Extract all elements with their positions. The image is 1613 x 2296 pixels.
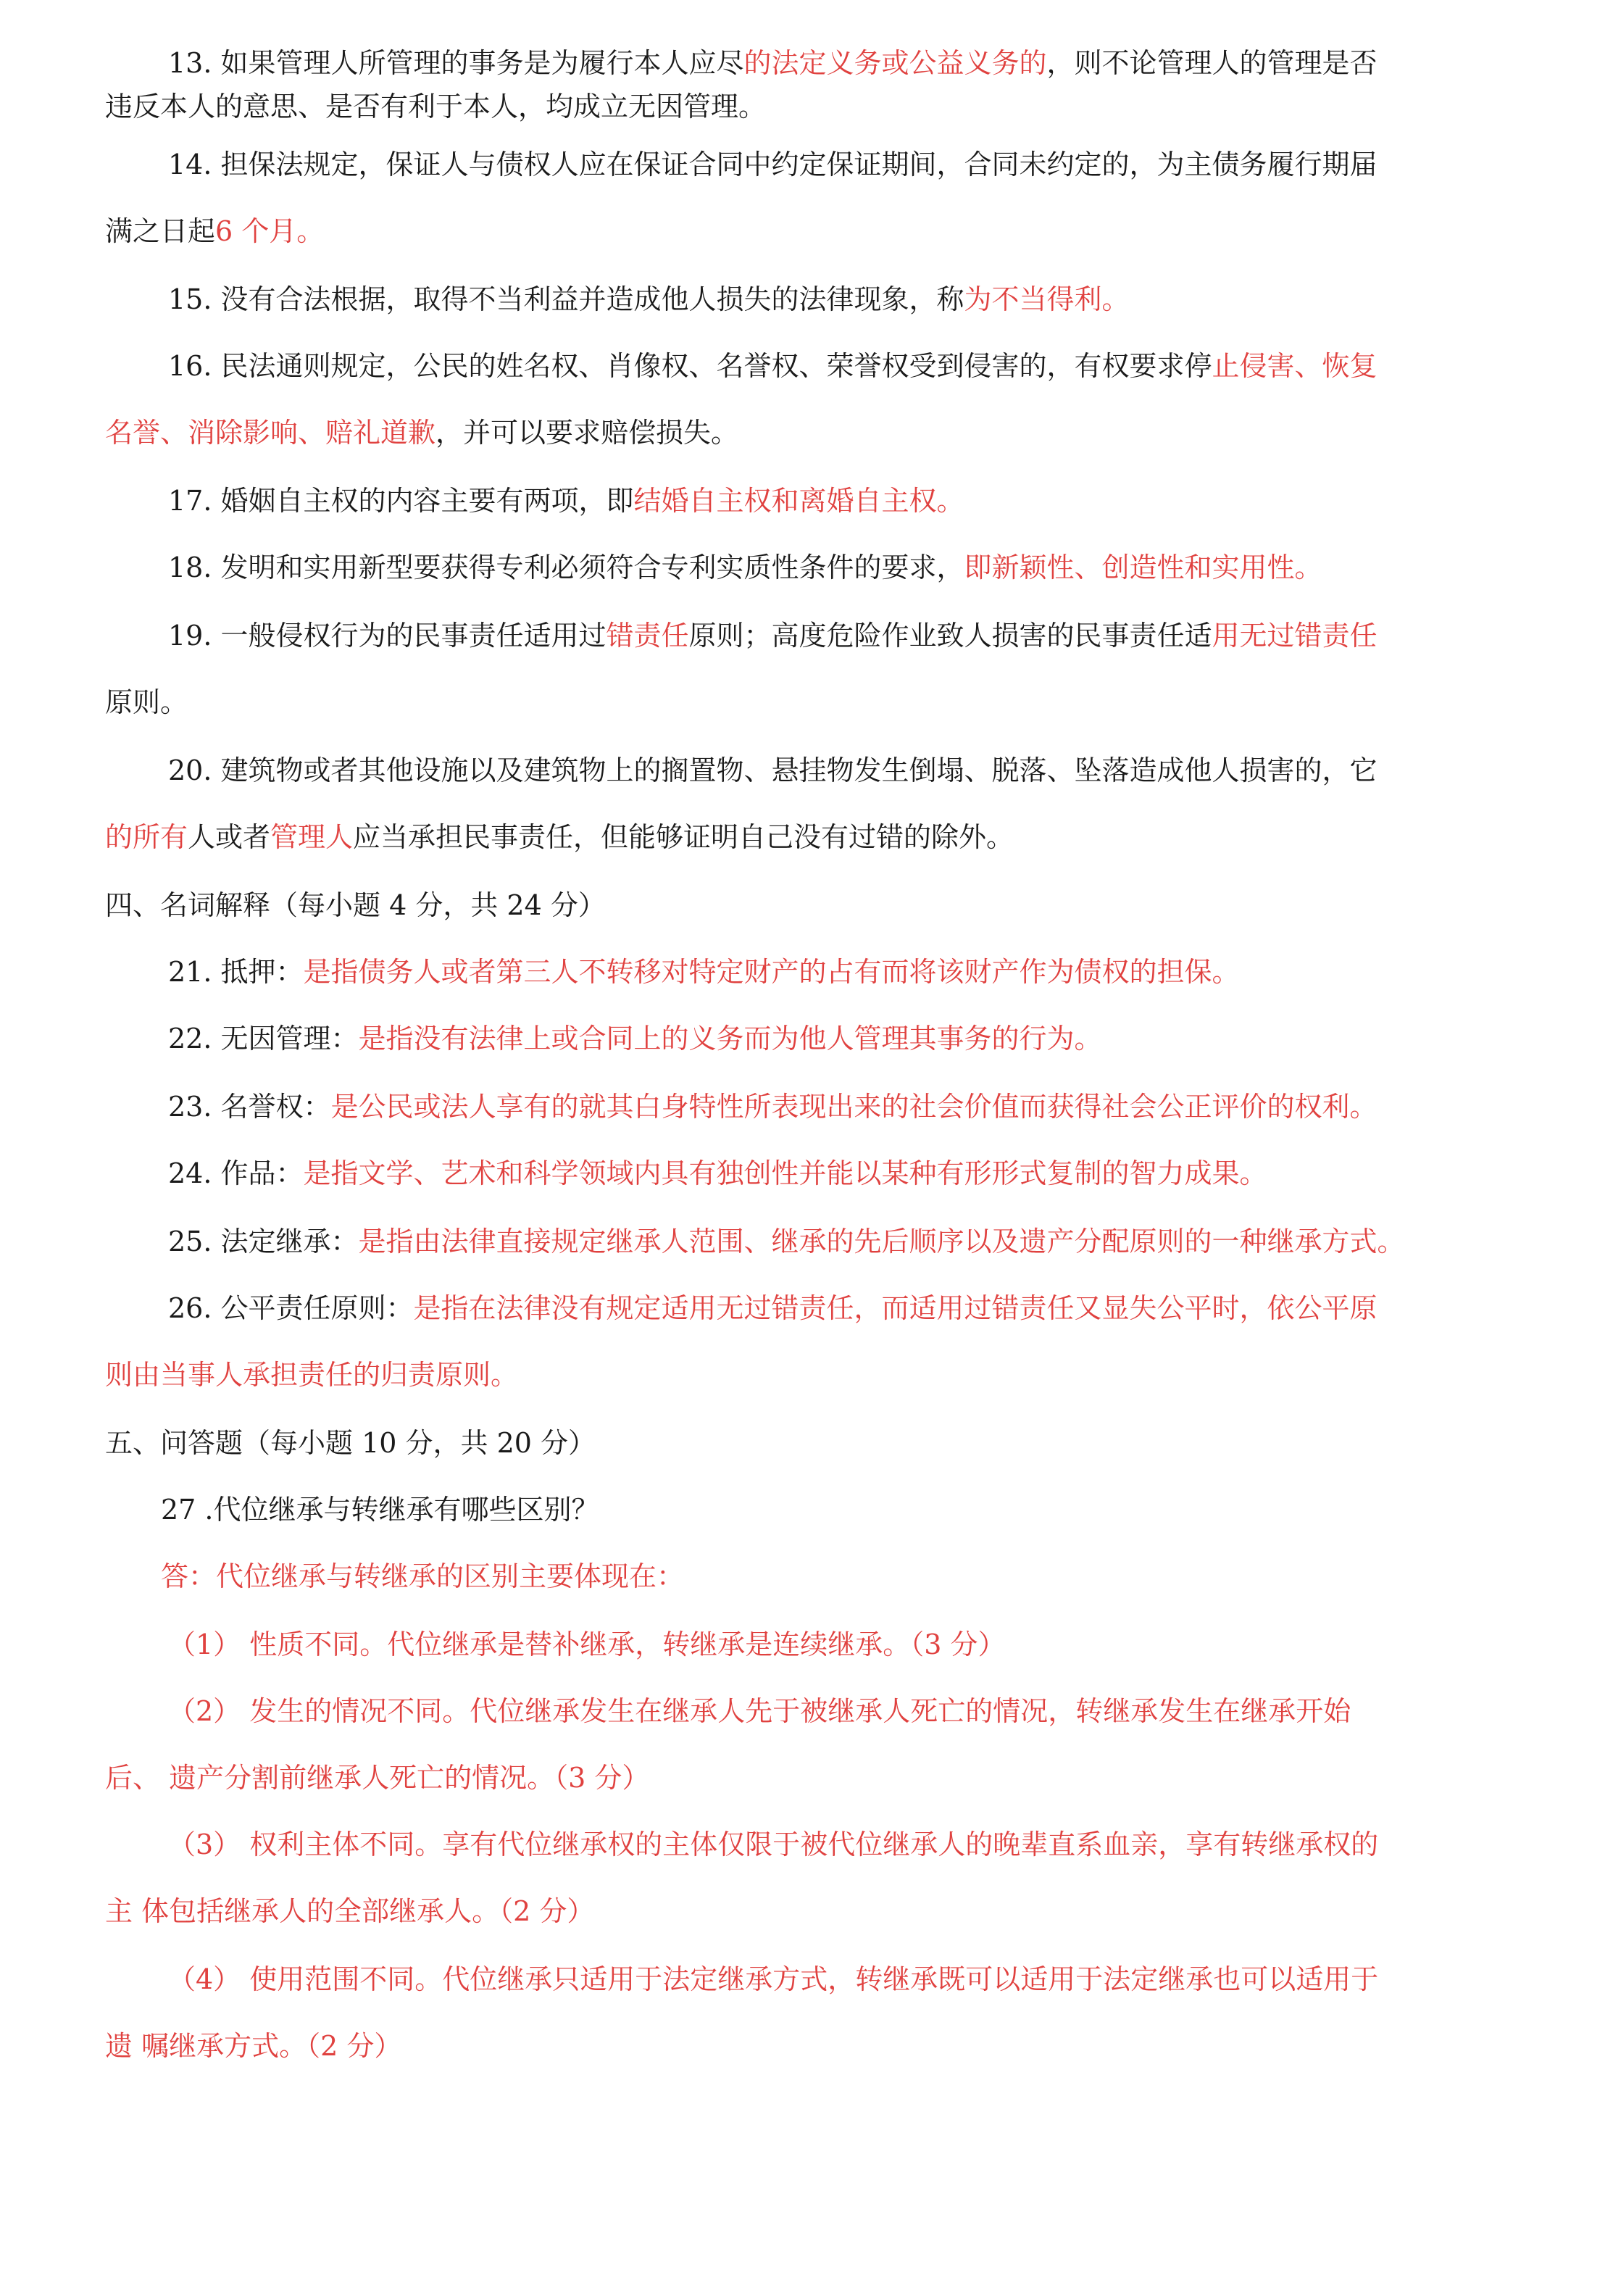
text-run: ，则不论管理人的管理是否	[1046, 47, 1377, 79]
term-label: 24. 作品：	[168, 1157, 304, 1189]
text-run: 16. 民法通则规定，公民的姓名权、肖像权、名誉权、荣誉权受到侵害的，有权要求停	[168, 350, 1212, 382]
text-run: 应当承担民事责任，但能够证明自己没有过错的除外。	[353, 821, 1014, 853]
answer-point-2-line-1: （2） 发生的情况不同。代位继承发生在继承人先于被继承人死亡的情况，转继承发生在继承开始	[168, 1695, 1351, 1727]
answer-text: 名誉、消除影响、赔礼道歉	[105, 417, 436, 449]
section-heading-4: 四、名词解释（每小题 4 分，共 24 分）	[105, 889, 606, 921]
answer-text: 的法定义务或公益义务的	[743, 47, 1047, 79]
section-heading-5: 五、问答题（每小题 10 分，共 20 分）	[105, 1427, 596, 1459]
answer-text: 止侵害、恢复	[1212, 350, 1377, 382]
question-16-line-1	[168, 352, 1377, 380]
text-run: 15. 没有合法根据，取得不当利益并造成他人损失的法律现象，称	[168, 283, 964, 315]
term-label: 23. 名誉权：	[168, 1091, 331, 1123]
answer-text: 即新颖性、创造性和实用性。	[964, 552, 1322, 583]
text-run: 13. 如果管理人所管理的事务是为履行本人应尽	[168, 47, 744, 79]
text-run: 人或者	[188, 821, 271, 853]
text-run: 原则。	[105, 686, 188, 718]
definition-text: 是指在法律没有规定适用无过错责任，而适用过错责任又显失公平时，依公平原	[413, 1292, 1377, 1324]
question-14-line-2	[105, 217, 324, 245]
answer-point-3-line-2: 主 体包括继承人的全部继承人。（2 分）	[105, 1895, 595, 1927]
answer-text: 为不当得利。	[964, 283, 1130, 315]
answer-text: 管理人	[270, 821, 354, 853]
answer-text: 用无过错责任	[1212, 620, 1377, 652]
text-run: 20. 建筑物或者其他设施以及建筑物上的搁置物、悬挂物发生倒塌、脱落、坠落造成他人损害的，它	[168, 754, 1377, 786]
term-24	[168, 1157, 1267, 1189]
question-15	[168, 283, 1130, 315]
question-13-line-2	[105, 93, 766, 120]
question-14-line-1	[168, 151, 1377, 178]
question-17	[168, 487, 964, 515]
question-13-line-1	[168, 49, 1377, 77]
term-label: 26. 公平责任原则：	[168, 1292, 414, 1324]
answer-text: 结婚自主权和离婚自主权。	[633, 485, 964, 517]
term-22	[168, 1023, 1102, 1055]
text-run: 18. 发明和实用新型要获得专利必须符合专利实质性条件的要求，	[168, 552, 964, 583]
answer-point-4-line-1: （4） 使用范围不同。代位继承只适用于法定继承方式，转继承既可以适用于法定继承也可以适用于	[168, 1963, 1379, 1995]
question-20-line-2	[105, 823, 1014, 851]
question-19-line-1	[168, 620, 1377, 652]
text-run: 19. 一般侵权行为的民事责任适用过	[168, 620, 607, 652]
term-21	[168, 958, 1240, 986]
term-label: 25. 法定继承：	[168, 1226, 359, 1257]
text-run: 14. 担保法规定，保证人与债权人应在保证合同中约定保证期间，合同未约定的，为主债务履行期届	[168, 149, 1377, 180]
answer-text: 6 个月。	[215, 215, 325, 247]
answer-point-3-line-1: （3） 权利主体不同。享有代位继承权的主体仅限于被代位继承人的晚辈直系血亲，享有转继承权的	[168, 1829, 1379, 1860]
text-run: 违反本人的意思、是否有利于本人，均成立无因管理。	[105, 91, 767, 122]
question-27: 27 .代位继承与转继承有哪些区别？	[161, 1494, 599, 1526]
definition-text: 是指没有法律上或合同上的义务而为他人管理其事务的行为。	[358, 1023, 1102, 1055]
term-23	[168, 1091, 1377, 1123]
question-18	[168, 554, 1322, 581]
term-label: 22. 无因管理：	[168, 1023, 359, 1055]
term-label: 21. 抵押：	[168, 956, 304, 988]
definition-text: 是指债务人或者第三人不转移对特定财产的占有而将该财产作为债权的担保。	[303, 956, 1240, 988]
definition-text: 是指由法律直接规定继承人范围、继承的先后顺序以及遗产分配原则的一种继承方式。	[358, 1226, 1405, 1257]
text-run: 17. 婚姻自主权的内容主要有两项，即	[168, 485, 634, 517]
term-26-line-2: 则由当事人承担责任的归责原则。	[105, 1359, 519, 1391]
definition-text: 是公民或法人享有的就其白身特性所表现出来的社会价值而获得社会公正评价的权利。	[330, 1091, 1377, 1123]
text-run: ，并可以要求赔偿损失。	[435, 417, 739, 449]
text-run: 原则；高度危险作业致人损害的民事责任适	[688, 620, 1212, 652]
text-run: 满之日起	[105, 215, 216, 247]
term-25	[168, 1228, 1405, 1255]
answer-text: 的所有	[105, 821, 188, 853]
question-20-line-1	[168, 754, 1377, 786]
answer-point-2-line-2: 后、 遗产分割前继承人死亡的情况。（3 分）	[105, 1762, 650, 1794]
term-26-line-1	[168, 1294, 1377, 1322]
answer-text: 错责任	[606, 620, 689, 652]
question-19-line-2	[105, 686, 188, 718]
answer-point-4-line-2: 遗 嘱继承方式。（2 分）	[105, 2030, 402, 2062]
answer-intro: 答：代位继承与转继承的区别主要体现在：	[161, 1560, 685, 1592]
question-16-line-2	[105, 417, 739, 449]
answer-point-1: （1） 性质不同。代位继承是替补继承，转继承是连续继承。（3 分）	[168, 1629, 1006, 1660]
definition-text: 是指文学、艺术和科学领域内具有独创性并能以某种有形形式复制的智力成果。	[303, 1157, 1267, 1189]
